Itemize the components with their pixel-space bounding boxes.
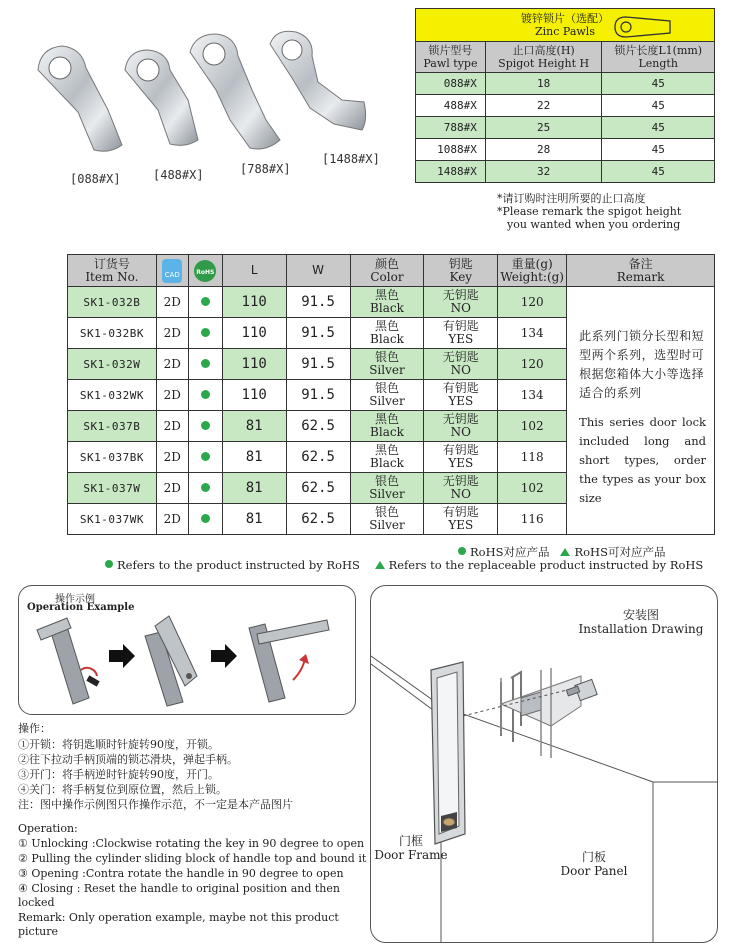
installation-title: 安装图 Installation Drawing [578,608,704,636]
door-frame-label: 门框 Door Frame [374,834,448,862]
rohs-dot-icon [201,452,210,461]
table-row: SK1-032B 2D 110 91.5 黑色 Black 无钥匙 NO 120 此系列门锁分长型和短型两个系列，选型时可根据您箱体大小等选择适合的系列 This series door lock included long and short types, order the types as your box size [68,287,715,318]
cad-icon: CAD [162,259,182,283]
header-w: W [286,255,350,287]
pawl-images [30,30,390,165]
operation-steps-illustration [27,606,347,710]
header-length: 锁片长度L1(mm) Length [602,42,715,73]
zinc-pawls-title: 镀锌锁片（选配） Zinc Pawls [416,9,715,42]
table-row: SK1-037BK 2D 81 62.5 黑色 Black 有钥匙 YES 118 [68,442,715,473]
pawl-label: [088#X] [70,172,121,186]
header-key: 钥匙 Key [424,255,498,287]
pawl-outline-icon [612,14,674,40]
rohs-dot-icon [201,483,210,492]
header-pawl-type: 锁片型号 Pawl type [416,42,486,73]
rohs-icon: RoHS [194,260,216,282]
table-row: SK1-032BK 2D 110 91.5 黑色 Black 有钥匙 YES 134 [68,318,715,349]
zinc-pawls-note: *请订购时注明所要的止口高度 *Please remark the spigot height you wanted when you ordering [497,192,682,231]
operation-en-step: ④ Closing : Reset the handle to original position and then [18,882,340,895]
remark-cell: 此系列门锁分长型和短型两个系列，选型时可根据您箱体大小等选择适合的系列 This series door lock included long and short types, order the types as your box size [567,287,715,535]
rohs-dot-icon [201,359,210,368]
pawl-label: [788#X] [240,162,291,176]
header-cad [156,255,188,287]
pawl-088-image [38,46,122,151]
pawl-label: [1488#X] [322,152,380,166]
header-rohs [188,255,222,287]
operation-example-box [18,585,356,715]
table-row: SK1-032WK 2D 110 91.5 银色 Silver 有钥匙 YES 134 [68,380,715,411]
rohs-triangle-icon [560,548,570,556]
zinc-pawls-table [415,8,715,183]
pawl-788-image [190,34,280,149]
table-row: SK1-037B 2D 81 62.5 黑色 Black 无钥匙 NO 102 [68,411,715,442]
table-row: 1088#X 28 45 [416,139,715,161]
rohs-dot-icon [201,514,210,523]
operation-en-step: ① Unlocking :Clockwise rotating the key in 90 degree to open [18,837,365,850]
header-weight: 重量(g) Weight:(g) [498,255,567,287]
rohs-dot-icon [458,547,466,555]
table-row: SK1-032W 2D 110 91.5 银色 Silver 无钥匙 NO 120 [68,349,715,380]
pawl-488-image [125,50,198,145]
operation-cn-step: ①开锁：将钥匙顺时针旋转90度，开锁。 [18,738,219,751]
operation-en-step: ② Pulling the cylinder sliding block of handle top and bound it [18,852,367,865]
header-remark: 备注 Remark [567,255,715,287]
operation-en-step-cont: locked [18,896,55,909]
operation-en-heading: Operation: [18,822,78,835]
table-row: 488#X 22 45 [416,95,715,117]
table-row: 788#X 25 45 [416,117,715,139]
header-item-no: 订货号 Item No. [68,255,157,287]
operation-example-title-cn: 操作示例 [55,594,95,605]
operation-cn-step: ②往下拉动手柄顶端的锁芯滑块，弹起手柄。 [18,753,238,766]
operation-example-title-en: Operation Example [27,602,135,613]
rohs-dot-icon [105,560,113,568]
table-row: SK1-037W 2D 81 62.5 银色 Silver 无钥匙 NO 102 [68,473,715,504]
rohs-dot-icon [201,328,210,337]
header-color: 颜色 Color [350,255,424,287]
table-row: 088#X 18 45 [416,73,715,95]
pawl-1488-image [270,31,366,130]
legend-cn: RoHS对应产品 RoHS可对应产品 [458,544,665,560]
table-row: 1488#X 32 45 [416,161,715,183]
table-row: SK1-037WK 2D 81 62.5 银色 Silver 有钥匙 YES 116 [68,504,715,535]
door-panel-label: 门板 Door Panel [560,850,628,878]
header-l: L [222,255,286,287]
legend-en: Refers to the product instructed by RoHS Refers to the replaceable product instructed by RoHS [105,558,703,572]
installation-drawing-box [370,585,718,943]
operation-en-step: ③ Opening :Contra rotate the handle in 90 degree to open [18,867,344,880]
rohs-triangle-icon [375,561,385,569]
operation-en-remark: Remark: Only operation example, maybe not this product [18,911,339,924]
operation-cn-heading: 操作： [18,722,51,735]
product-table [67,254,715,535]
header-spigot-height: 止口高度(H) Spigot Height H [485,42,602,73]
operation-en-remark: picture [18,925,58,938]
installation-illustration [371,586,717,942]
operation-cn-step: ④关门：将手柄复位到原位置，然后上锁。 [18,783,227,796]
rohs-dot-icon [201,390,210,399]
rohs-dot-icon [201,297,210,306]
pawl-label: [488#X] [153,168,204,182]
rohs-dot-icon [201,421,210,430]
operation-cn-note: 注：图中操作示例图只作操作示范，不一定是本产品图片 [18,798,293,811]
operation-cn-step: ③开门：将手柄逆时针旋转90度，开门。 [18,768,219,781]
